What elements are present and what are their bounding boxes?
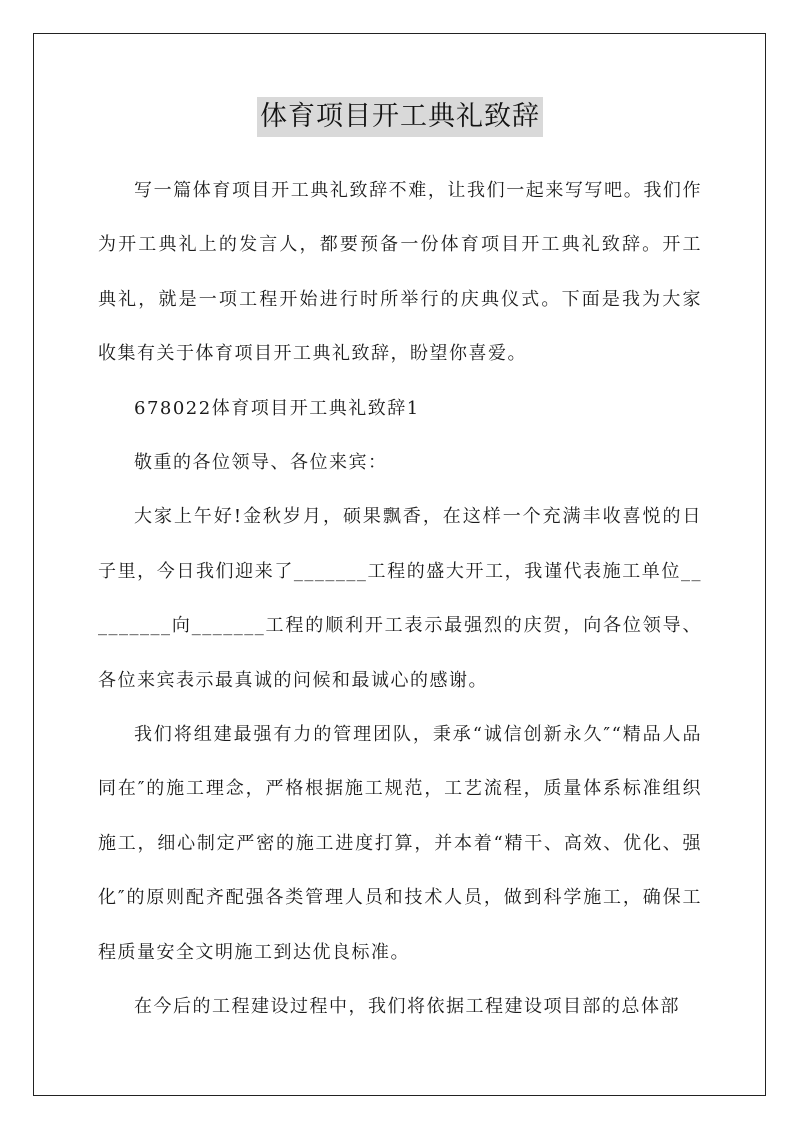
document-title: 体育项目开工典礼致辞 [257, 97, 543, 137]
body-paragraph: 我们将组建最强有力的管理团队，秉承“诚信创新永久″“精品人品同在″的施工理念，严格根据施工规范，工艺流程，质量体系标准组织施工，细心制定严密的施工进度打算，并本着“精干、高效、优化、强化″的原则配齐配强各类管理人员和技术人员，做到科学施工，确保工程质量安全文明施工到达优良标准。 [98, 724, 703, 963]
intro-paragraph: 写一篇体育项目开工典礼致辞不难，让我们一起来写写吧。我们作为开工典礼上的发言人，都要预备一份体育项目开工典礼致辞。开工典礼，就是一项工程开始进行时所举行的庆典仪式。下面是我为大家收集有关于体育项目开工典礼致辞，盼望你喜爱。 [98, 180, 702, 365]
document-body [98, 164, 702, 1035]
section-heading: 678022体育项目开工典礼致辞1 [134, 397, 420, 419]
salutation: 敬重的各位领导、各位来宾： [134, 452, 388, 474]
title-container [0, 97, 800, 137]
body-paragraph: 大家上午好!金秋岁月，硕果飘香，在这样一个充满丰收喜悦的日子里，今日我们迎来了_______工程的盛大开工，我谨代表施工单位_________向_______工程的顺利开工表示最强烈的庆贺，向各位领导、各位来宾表示最真诚的问候和最诚心的感谢。 [98, 506, 702, 691]
body-paragraph: 在今后的工程建设过程中，我们将依据工程建设项目部的总体部 [134, 996, 680, 1018]
